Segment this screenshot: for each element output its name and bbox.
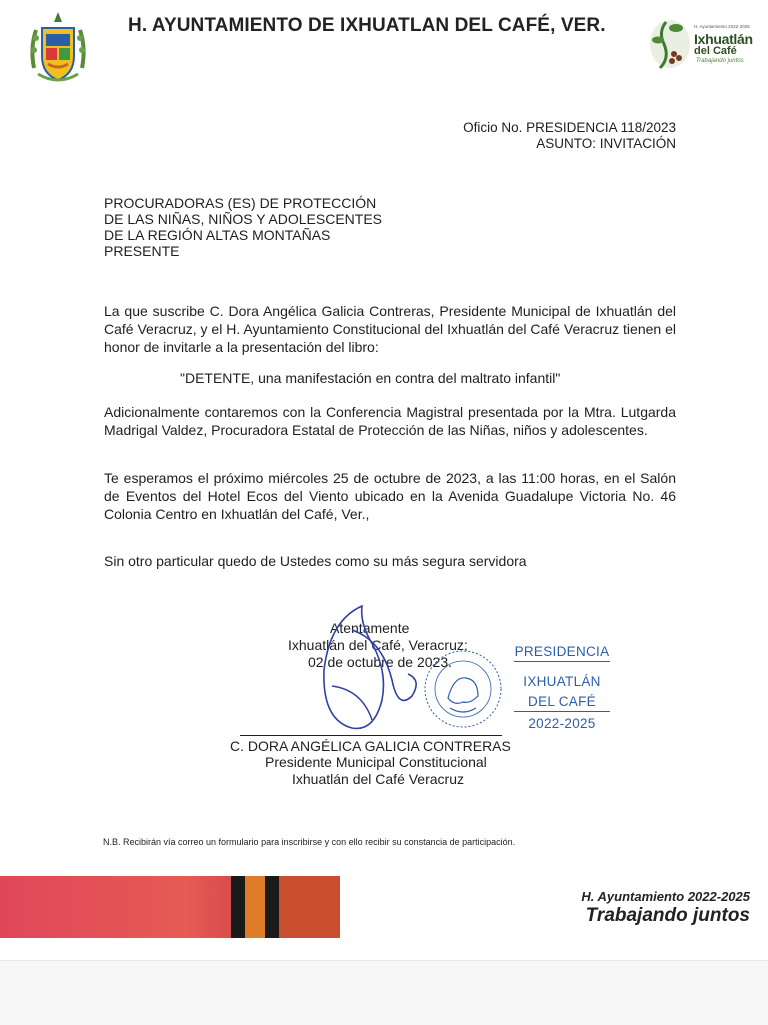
stamp-line-2: IXHUATLÁN [523,674,601,689]
footnote: N.B. Recibirán vía correo un formulario para inscribirse y con ello recibir su constancia de participación. [103,837,516,847]
subject-line: ASUNTO: INVITACIÓN [536,136,676,151]
closing-date: 02 de octubre de 2023. [308,654,453,670]
national-emblem-icon [420,646,506,732]
body-paragraph-4: Sin otro particular quedo de Ustedes como su más segura servidora [104,553,527,569]
page-bottom-edge [0,960,768,1025]
footer-org-line: H. Ayuntamiento 2022-2025 [581,889,750,904]
footer-color-band [0,876,340,938]
logo-small-line: H. Ayuntamiento 2022-2025 [694,24,750,29]
logo-main-line2: del Café [694,45,737,57]
closing-atentamente: Atentamente [330,620,410,636]
body-paragraph-3: Te esperamos el próximo miércoles 25 de octubre de 2023, a las 11:00 horas, en el Salón de Eventos del Hotel Ecos del Viento ubicado en la Avenida Guadalupe Victoria No. 46 Colonia Centro en Ixhuatlán del Café, Ver., [104,470,676,522]
signer-role: Presidente Municipal Constitucional [265,754,487,770]
closing-place: Ixhuatlán del Café, Veracruz; [288,637,468,653]
addressee-line: PROCURADORAS (ES) DE PROTECCIÓN [104,195,377,211]
addressee-line: DE LA REGIÓN ALTAS MONTAÑAS [104,227,331,243]
footer-slogan: Trabajando juntos [585,905,750,926]
addressee-block [104,195,382,259]
logo-main-line: Ixhuatlán [694,31,753,47]
logo-tagline: Trabajando juntos [696,58,744,64]
ixhuatlan-logo [644,12,768,74]
page-title: H. AYUNTAMIENTO DE IXHUATLAN DEL CAFÉ, VER. [128,15,606,36]
oficio-number: Oficio No. PRESIDENCIA 118/2023 [463,120,676,135]
municipal-coat-of-arms [26,8,90,88]
body-paragraph-2: Adicionalmente contaremos con la Conferencia Magistral presentada por la Mtra. Lutgarda Madrigal Valdez, Procuradora Estatal de Protección de las Niñas, niños y adolescentes. [104,404,676,438]
book-title: "DETENTE, una manifestación en contra del maltrato infantil" [180,370,561,386]
presidencia-stamp [420,640,610,740]
signer-name: C. DORA ANGÉLICA GALICIA CONTRERAS [230,738,511,754]
reference-block [463,120,676,152]
signature-line [240,735,502,736]
addressee-line: PRESENTE [104,243,180,259]
coffee-plant-icon [646,14,696,74]
addressee-line: DE LAS NIÑAS, NIÑOS Y ADOLESCENTES [104,211,383,227]
body-paragraph-1: La que suscribe C. Dora Angélica Galicia Contreras, Presidente Municipal de Ixhuatlán del Café Veracruz, y el H. Ayuntamiento Constitucional del Ixhuatlán del Café Veracruz tienen el honor de invitarle a la presentación del libro: [104,303,676,355]
stamp-line-3: DEL CAFÉ [514,694,610,712]
stamp-line-4: 2022-2025 [528,716,596,731]
signer-org: Ixhuatlán del Café Veracruz [292,771,464,787]
stamp-line-1: PRESIDENCIA [514,644,610,662]
